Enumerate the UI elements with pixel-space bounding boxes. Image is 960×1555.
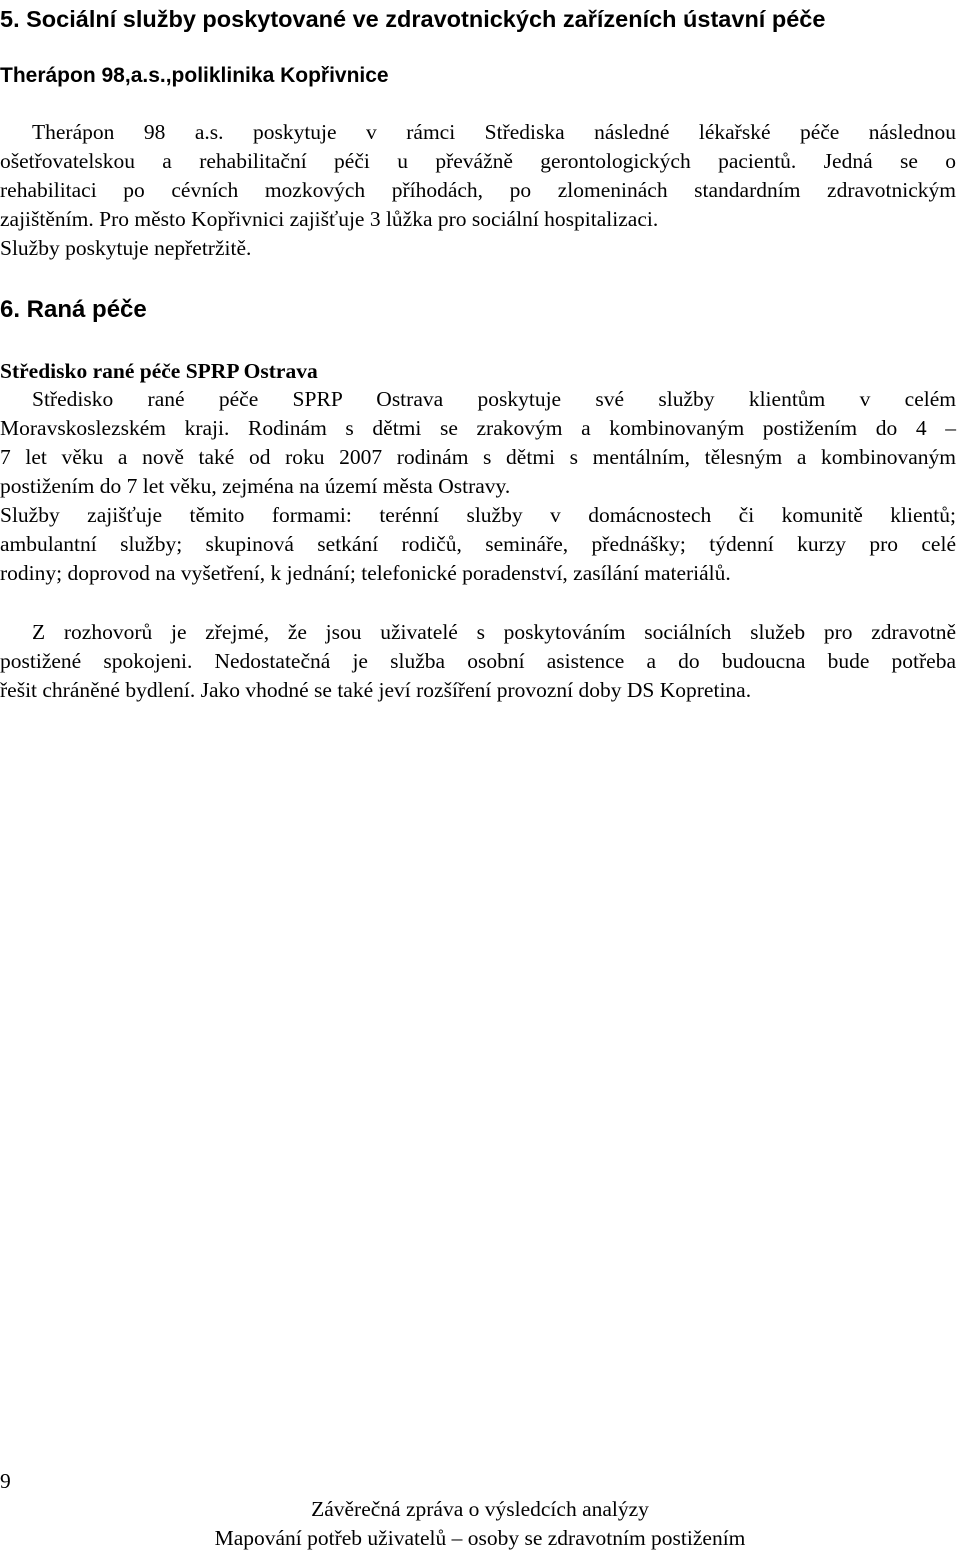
paragraph-line: Služby zajišťuje těmito formami: terénní služby v domácnostech či komunitě klientů; xyxy=(0,503,956,527)
paragraph-line: Z rozhovorů je zřejmé, že jsou uživatelé s poskytováním sociálních služeb pro zdravotně xyxy=(32,620,956,644)
section-5-subheading: Therápon 98,a.s.,poliklinika Kopřivnice xyxy=(0,64,389,87)
paragraph-line: postižené spokojeni. Nedostatečná je služba osobní asistence a do budoucna bude potřeba xyxy=(0,649,956,673)
paragraph-line: Středisko rané péče SPRP Ostrava poskytuje své služby klientům v celém xyxy=(32,387,956,411)
paragraph-line: rodiny; doprovod na vyšetření, k jednání; telefonické poradenství, zasílání materiálů. xyxy=(0,561,731,585)
paragraph-line: řešit chráněné bydlení. Jako vhodné se také jeví rozšíření provozní doby DS Kopretina. xyxy=(0,678,752,702)
section-5-heading: 5. Sociální služby poskytované ve zdravotnických zařízeních ústavní péče xyxy=(0,6,826,32)
paragraph-line: ošetřovatelskou a rehabilitační péči u převážně gerontologických pacientů. Jedná se o xyxy=(0,149,956,173)
paragraph-line: Moravskoslezském kraji. Rodinám s dětmi se zrakovým a kombinovaným postižením do 4 – xyxy=(0,416,956,440)
footer-title: Závěrečná zpráva o výsledcích analýzy xyxy=(311,1497,649,1521)
section-5-paragraph xyxy=(0,118,956,263)
summary-paragraph xyxy=(0,618,956,705)
paragraph-line: rehabilitaci po cévních mozkových příhodách, po zlomeninách standardním zdravotnickým xyxy=(0,178,956,202)
paragraph-line: 7 let věku a nově také od roku 2007 rodinám s dětmi s mentálním, tělesným a kombinovaným xyxy=(0,445,956,469)
footer-subtitle: Mapování potřeb uživatelů – osoby se zdravotním postižením xyxy=(214,1526,746,1550)
paragraph-line: postižením do 7 let věku, zejména na území města Ostravy. xyxy=(0,474,511,498)
page-number: 9 xyxy=(0,1469,11,1493)
paragraph-line: Služby poskytuje nepřetržitě. xyxy=(0,236,252,260)
section-6-paragraph xyxy=(0,385,956,588)
section-6-subheading: Středisko rané péče SPRP Ostrava xyxy=(0,359,318,383)
paragraph-line: ambulantní služby; skupinová setkání rodičů, semináře, přednášky; týdenní kurzy pro celé xyxy=(0,532,956,556)
section-6-heading: 6. Raná péče xyxy=(0,296,147,323)
paragraph-line: zajištěním. Pro město Kopřivnici zajišťuje 3 lůžka pro sociální hospitalizaci. xyxy=(0,207,659,231)
paragraph-line: Therápon 98 a.s. poskytuje v rámci Střediska následné lékařské péče následnou xyxy=(32,120,956,144)
